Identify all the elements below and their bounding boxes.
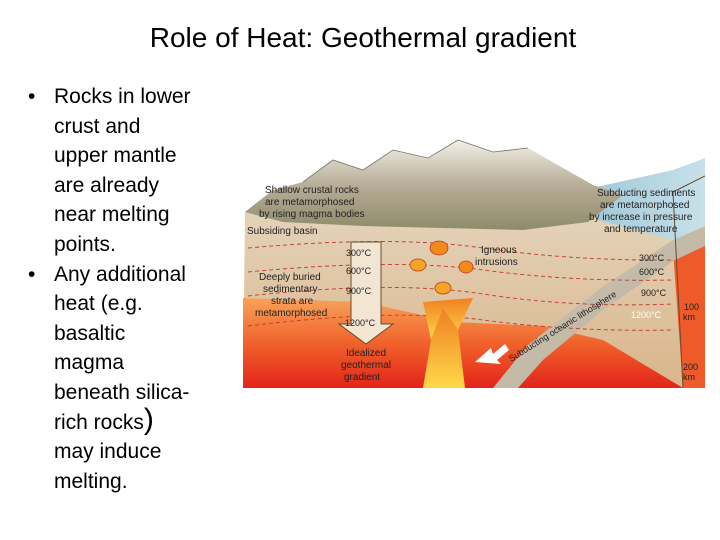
- label-idealized-3: gradient: [344, 372, 381, 383]
- right-temp-600: 600°C: [639, 267, 665, 277]
- bullet-line: may induce: [54, 440, 162, 464]
- bullet-line: Any additional: [54, 262, 186, 286]
- label-igneous-2: intrusions: [475, 257, 518, 268]
- right-temp-300: 300°C: [639, 253, 665, 263]
- depth-100: 100: [684, 302, 700, 312]
- label-buried-4: metamorphosed: [255, 308, 328, 319]
- bullet-marker: •: [28, 85, 36, 108]
- bullet-marker: •: [28, 262, 36, 286]
- depth-100-unit: km: [683, 312, 695, 322]
- arrow-temp-1200: 1200°C: [345, 318, 376, 328]
- slide-title: Role of Heat: Geothermal gradient: [149, 22, 577, 53]
- label-subducting-1: Subducting sediments: [597, 188, 696, 199]
- right-temp-1200: 1200°C: [631, 310, 662, 320]
- bullet-list: [28, 82, 238, 496]
- depth-200-unit: km: [683, 372, 695, 382]
- label-buried-1: Deeply buried: [259, 272, 321, 283]
- arrow-temp-900: 900°C: [346, 286, 372, 296]
- bullet-line: heat (e.g.: [54, 292, 143, 316]
- bullet-line: beneath silica-: [54, 380, 190, 404]
- bullet-item: [28, 260, 238, 497]
- bullet-line: magma: [54, 351, 125, 375]
- bullet-line: points.: [54, 232, 116, 256]
- label-subducting-4: and temperature: [604, 224, 678, 235]
- depth-200: 200: [683, 362, 699, 372]
- label-shallow-2: are metamorphosed: [265, 197, 355, 208]
- label-slab: Subducting oceanic lithosphere: [506, 288, 619, 364]
- label-subsiding: Subsiding basin: [247, 226, 318, 237]
- bullet-line: rich rocks: [54, 410, 144, 434]
- arrow-temp-300: 300°C: [346, 248, 372, 258]
- right-temp-900: 900°C: [641, 288, 667, 298]
- label-buried-3: strata are: [271, 296, 314, 307]
- geothermal-block-diagram: [243, 130, 705, 388]
- label-subducting-2: are metamorphosed: [600, 200, 690, 211]
- closing-paren: ): [143, 402, 154, 436]
- label-shallow-1: Shallow crustal rocks: [265, 185, 359, 196]
- bullet-line: Rocks in lower: [54, 85, 191, 108]
- bullet-item: [28, 82, 238, 260]
- bullet-line: near melting: [54, 203, 170, 227]
- label-shallow-3: by rising magma bodies: [259, 209, 365, 220]
- bullet-line: crust and: [54, 114, 141, 138]
- label-subducting-3: by increase in pressure: [589, 212, 693, 223]
- bullet-line: basaltic: [54, 321, 126, 345]
- label-buried-2: sedimentary: [263, 284, 318, 295]
- arrow-temp-600: 600°C: [346, 266, 372, 276]
- bullet-line: are already: [54, 173, 160, 197]
- label-idealized-2: geothermal: [341, 360, 392, 371]
- label-igneous-1: Igneous: [481, 245, 517, 256]
- bullet-line: melting.: [54, 469, 128, 493]
- label-idealized-1: Idealized: [346, 348, 387, 359]
- bullet-line: upper mantle: [54, 144, 177, 168]
